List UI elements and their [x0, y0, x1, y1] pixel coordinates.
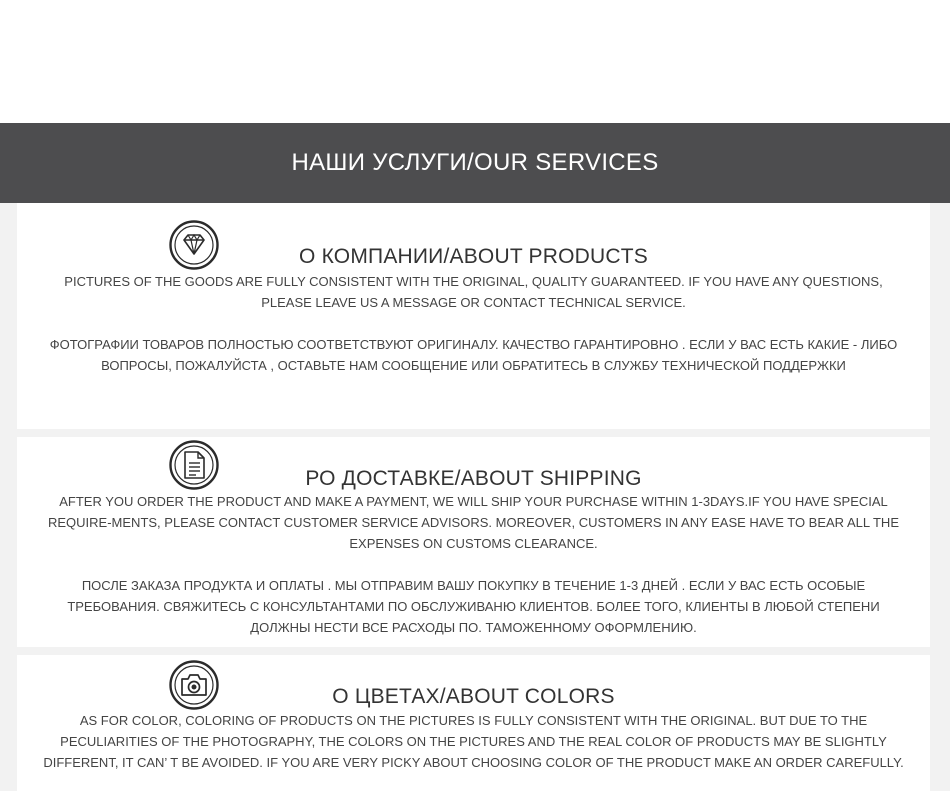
services-banner [0, 123, 950, 203]
section-text [37, 491, 910, 638]
section-title: О ЦВЕТАХ/ABOUT COLORS [332, 685, 615, 708]
section-text [47, 271, 900, 376]
section-text-en: AFTER YOU ORDER THE PRODUCT AND MAKE A PAYMENT, WE WILL SHIP YOUR PURCHASE WITHIN 1-3DAYS.IF YOU HAVE SPECIAL REQUIRE-MENTS, PLEASE CONTACT CUSTOMER SERVICE ADVISORS. MOREOVER, CUSTOMERS IN ANY EASE HAVE TO BEAR ALL THE EXPENSES ON CUSTOMS CLEARANCE. [48, 494, 899, 551]
section-title: РО ДОСТАВКЕ/ABOUT SHIPPING [305, 467, 642, 490]
section-text [37, 710, 910, 773]
banner-title: НАШИ УСЛУГИ/OUR SERVICES [291, 149, 659, 176]
section-text-en: PICTURES OF THE GOODS ARE FULLY CONSISTENT WITH THE ORIGINAL, QUALITY GUARANTEED. IF YOU HAVE ANY QUESTIONS, PLEASE LEAVE US A MESSAGE OR CONTACT TECHNICAL SERVICE. [64, 274, 883, 310]
section-about-shipping [17, 437, 930, 647]
section-about-colors [17, 655, 930, 791]
section-about-products [17, 203, 930, 429]
section-text-ru: ФОТОГРАФИИ ТОВАРОВ ПОЛНОСТЬЮ СООТВЕТСТВУЮТ ОРИГИНАЛУ. КАЧЕСТВО ГАРАНТИРОВНО . ЕСЛИ У ВАС ЕСТЬ КАКИЕ - ЛИБО ВОПРОСЫ, ПОЖАЛУЙСТА , ОСТАВЬТЕ НАМ СООБЩЕНИЕ ИЛИ ОБРАТИТЕСЬ В СЛУЖБУ ТЕХНИЧЕСКОЙ ПОДДЕРЖКИ [49, 337, 898, 373]
section-title: О КОМПАНИИ/ABOUT PRODUCTS [299, 245, 648, 268]
section-text-ru: ПОСЛЕ ЗАКАЗА ПРОДУКТА И ОПЛАТЫ . МЫ ОТПРАВИМ ВАШУ ПОКУПКУ В ТЕЧЕНИЕ 1-3 ДНЕЙ . ЕСЛИ У ВАС ЕСТЬ ОСОБЫЕ ТРЕБОВАНИЯ. СВЯЖИТЕСЬ С КОНСУЛЬТАНТАМИ ПО ОБСЛУЖИВАНЮ КЛИЕНТОВ. БОЛЕЕ ТОГО, КЛИЕНТЫ В ЛЮБОЙ СТЕПЕНИ ДОЛЖНЫ НЕСТИ ВСЕ РАСХОДЫ ПО. ТАМОЖЕННОМУ ОФОРМЛЕНИЮ. [67, 578, 880, 635]
section-text-en: AS FOR COLOR, COLORING OF PRODUCTS ON THE PICTURES IS FULLY CONSISTENT WITH THE ORIGINAL. BUT DUE TO THE PECULIARITIES OF THE PHOTOGRAPHY, THE COLORS ON THE PICTURES AND THE REAL COLOR OF PRODUCTS MAY BE SLIGHTLY DIFFERENT, IT CAN’ T BE AVOIDED. IF YOU ARE VERY PICKY ABOUT CHOOSING COLOR OF THE PRODUCT MAKE AN ORDER CAREFULLY. [43, 713, 904, 770]
top-blank-area [0, 0, 950, 123]
